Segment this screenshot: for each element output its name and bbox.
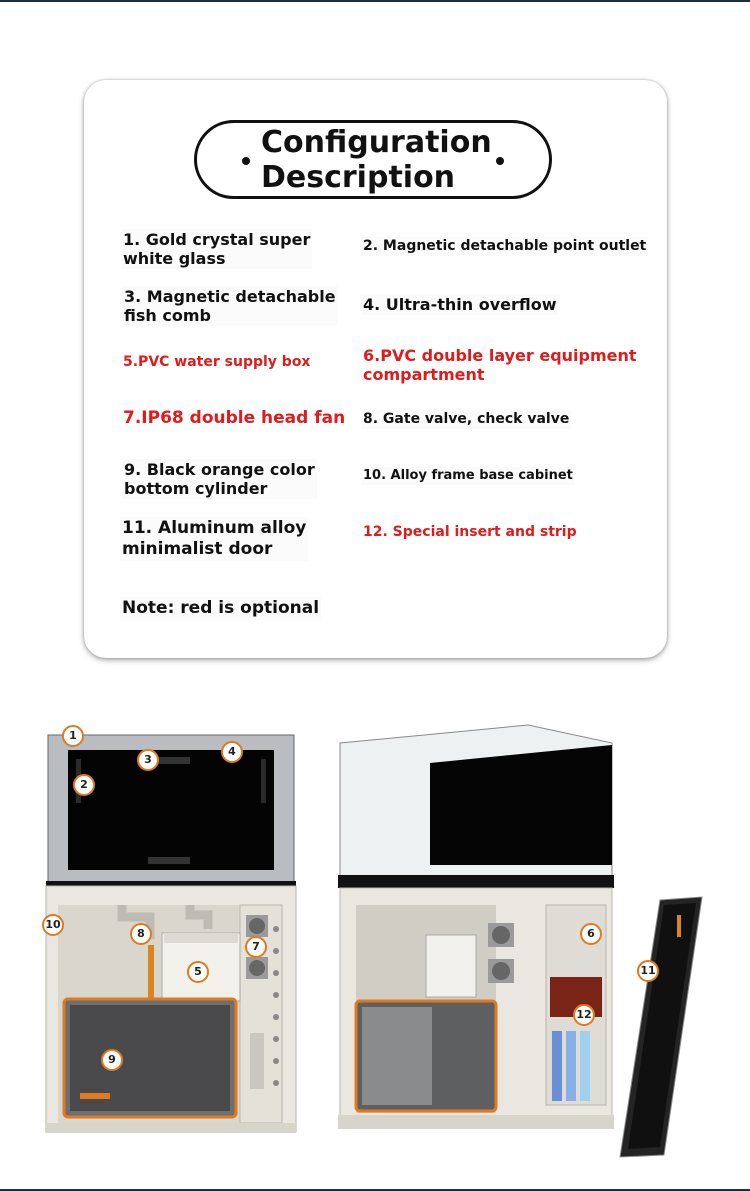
config-item-10: 10. Alloy frame base cabinet <box>363 468 573 483</box>
callout-badge-6: 6 <box>580 923 602 945</box>
config-card <box>84 80 667 658</box>
side-view-cabinet <box>338 725 614 1129</box>
note-text: Note: red is optional <box>122 598 320 618</box>
config-item-12: 12. Special insert and strip <box>363 524 577 540</box>
config-item-8: 8. Gate valve, check valve <box>363 411 570 427</box>
config-item-9: 9. Black orange color bottom cylinder <box>124 460 315 498</box>
callout-badge-2: 2 <box>73 774 95 796</box>
door-handle-icon <box>677 915 681 937</box>
callout-badge-8: 8 <box>130 923 152 945</box>
page-title: Configuration Description <box>261 125 492 195</box>
config-item-11: 11. Aluminum alloy minimalist door <box>122 518 307 559</box>
callout-badge-4: 4 <box>221 741 243 763</box>
callout-badge-9: 9 <box>101 1049 123 1071</box>
callout-badge-12: 12 <box>573 1004 595 1026</box>
title-pill <box>194 120 552 199</box>
callout-badge-7: 7 <box>245 936 267 958</box>
config-item-4: 4. Ultra-thin overflow <box>363 295 557 314</box>
callout-badge-5: 5 <box>187 961 209 983</box>
dot-icon <box>242 157 250 165</box>
config-item-2: 2. Magnetic detachable point outlet <box>363 238 647 254</box>
dot-icon <box>496 157 504 165</box>
config-item-6: 6.PVC double layer equipment compartment <box>363 346 637 384</box>
config-item-5: 5.PVC water supply box <box>123 354 311 370</box>
config-item-1: 1. Gold crystal super white glass <box>123 230 311 268</box>
door-panel <box>620 897 702 1157</box>
callout-badge-10: 10 <box>42 914 64 936</box>
top-border <box>0 0 750 2</box>
config-item-7: 7.IP68 double head fan <box>123 408 346 428</box>
config-item-3: 3. Magnetic detachable fish comb <box>124 287 336 325</box>
callout-badge-1: 1 <box>62 725 84 747</box>
callout-badge-11: 11 <box>637 960 659 982</box>
callout-badge-3: 3 <box>137 749 159 771</box>
